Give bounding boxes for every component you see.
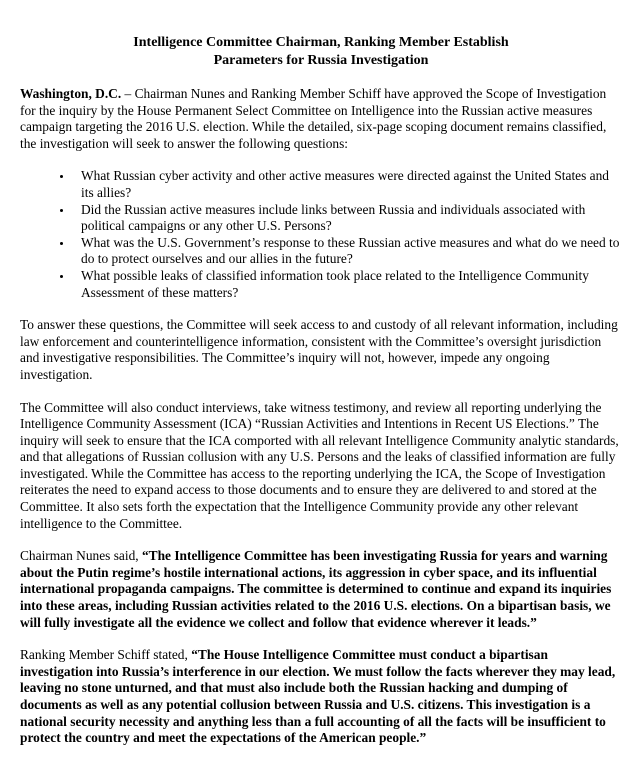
- page-title: [20, 34, 622, 70]
- schiff-lead: Ranking Member Schiff stated,: [20, 647, 192, 663]
- intro-paragraph: [20, 86, 622, 152]
- list-item: • What was the U.S. Government’s response to these Russian active measures and what do we need to do to protect ourselves and our allies in the future?: [73, 235, 622, 268]
- list-item: • Did the Russian active measures include links between Russia and individuals associated with political campaigns or any other U.S. Persons?: [73, 202, 622, 235]
- nunes-lead: Chairman Nunes said,: [20, 548, 142, 564]
- dateline: Washington, D.C.: [20, 86, 122, 101]
- nunes-statement: [20, 548, 622, 631]
- intro-text: – Chairman Nunes and Ranking Member Schiff have approved the Scope of Investigation for the inquiry by the House Permanent Select Committee on Intelligence into the Russian active measures campaign targeting the 2016 U.S. election. While the detailed, six-page scoping document remains classified, the investigation will seek to answer the following questions:: [20, 86, 607, 151]
- schiff-statement: [20, 647, 622, 747]
- title-line-2: Parameters for Russia Investigation: [213, 53, 429, 68]
- access-paragraph: To answer these questions, the Committee will seek access to and custody of all relevant information, including law enforcement and counterintelligence information, consistent with the Committee’s oversight jurisdiction and investigative responsibilities. The Committee’s inquiry will not, however, impede any ongoing investigation.: [20, 317, 618, 382]
- list-item: • What possible leaks of classified information took place related to the Intelligence Community Assessment of these matters?: [73, 268, 622, 301]
- title-line-1: Intelligence Committee Chairman, Ranking Member Establish: [133, 35, 509, 50]
- questions-list: [20, 168, 622, 301]
- schiff-quote: “The House Intelligence Committee must conduct a bipartisan investigation into Russia’s interference in our election. We must follow the facts wherever they may lead, leaving no stone unturned, and that must also include both the Russian hacking and dumping of documents as well as any potential collusion between Russia and U.S. citizens. This investigation is a national security necessity and anything less than a full accounting of all the facts will be insufficient to protect the country and meet the expectations of the American people.”: [20, 647, 616, 746]
- list-item: • What Russian cyber activity and other active measures were directed against the United States and its allies?: [73, 168, 622, 201]
- interviews-paragraph: The Committee will also conduct interviews, take witness testimony, and review all reporting underlying the Intelligence Community Assessment (ICA) “Russian Activities and Intentions in Recent US Elections.” The inquiry will seek to ensure that the ICA comported with all relevant Intelligence Community analytic standards, and that allegations of Russian collusion with any U.S. Persons and the leaks of classified information are fully investigated. While the Committee has access to the reporting underlying the ICA, the Scope of Investigation reiterates the need to expand access to those documents and to ensure they are delivered to and stored at the Committee. It also sets forth the expectation that the Intelligence Community provide any other relevant intelligence to the Committee.: [20, 399, 619, 531]
- nunes-quote: “The Intelligence Committee has been investigating Russia for years and warning about the Putin regime’s hostile international actions, its aggression in cyber space, and its influential international propaganda campaigns. The committee is determined to continue and expand its inquiries into these areas, including Russian activities related to the 2016 U.S. elections. On a bipartisan basis, we will fully investigate all the evidence we collect and follow that evidence wherever it leads.”: [20, 548, 612, 630]
